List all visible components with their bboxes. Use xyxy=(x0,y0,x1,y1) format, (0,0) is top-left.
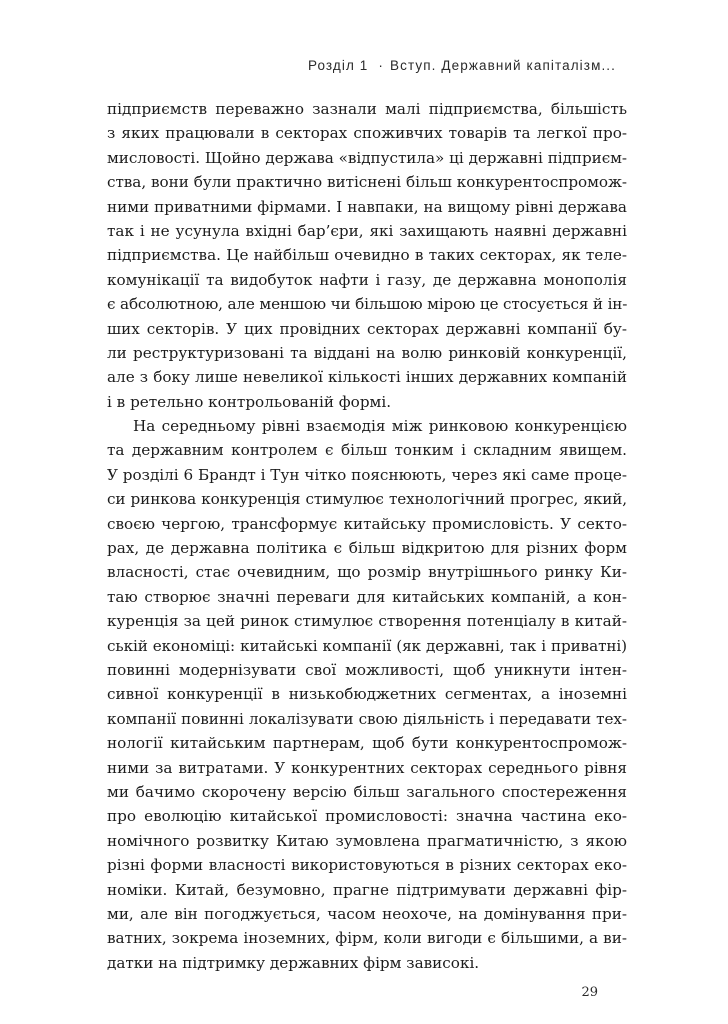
text-line: си ринкова конкуренція стимулює технологічний прогрес, який, xyxy=(107,490,627,509)
text-line: мисловості. Щойно держава «відпустила» ці державні підприєм- xyxy=(107,148,627,167)
text-line: номічного розвитку Китаю зумовлена прагматичністю, з якою xyxy=(107,831,627,850)
running-header xyxy=(308,58,616,73)
text-line: ними приватними фірмами. І навпаки, на вищому рівні держава xyxy=(107,197,627,216)
page-number: 29 xyxy=(581,985,598,1000)
text-line: повинні модернізувати свої можливості, щоб уникнути інтен- xyxy=(107,660,627,679)
text-line: ли реструктуризовані та віддані на волю ринковій конкуренції, xyxy=(107,343,627,362)
text-line: ми, але він погоджується, часом неохоче, на домінування при- xyxy=(107,904,627,923)
chapter-title: Вступ. Державний капіталізм... xyxy=(390,58,616,73)
text-line: датки на підтримку державних фірм зависокі. xyxy=(107,953,480,972)
text-line: таю створює значні переваги для китайських компаній, а кон- xyxy=(107,587,627,606)
text-line: куренція за цей ринок стимулює створення потенціалу в китай- xyxy=(107,612,627,631)
text-line: У розділі 6 Брандт і Тун чітко пояснюють, через які саме проце- xyxy=(107,465,628,484)
text-line: ших секторів. У цих провідних секторах державні компанії бу- xyxy=(107,319,627,338)
text-line: є абсолютною, але меншою чи більшою мірою це стосується й ін- xyxy=(107,295,628,314)
text-line: про еволюцію китайської промисловості: значна частина еко- xyxy=(107,807,627,826)
text-line: але з боку лише невеликої кількості інших державних компаній xyxy=(107,368,627,387)
text-line: своєю чергою, трансформує китайську промисловість. У секто- xyxy=(107,514,627,533)
text-line: компанії повинні локалізувати свою діяльність і передавати тех- xyxy=(107,709,627,728)
text-line: ській економіці: китайські компанії (як державні, так і приватні) xyxy=(107,636,627,655)
text-line: комунікації та видобуток нафти і газу, де державна монополія xyxy=(107,270,627,289)
text-line: та державним контролем є більш тонким і складним явищем. xyxy=(107,441,627,460)
text-line: ства, вони були практично витіснені більш конкурентоспромож- xyxy=(107,173,627,192)
text-line: нології китайським партнерам, щоб бути конкурентоспромож- xyxy=(107,734,627,753)
body-text xyxy=(107,97,627,975)
text-line: ми бачимо скорочену версію більш загального спостереження xyxy=(107,782,627,801)
text-line: з яких працювали в секторах споживчих товарів та легкої про- xyxy=(107,124,627,143)
text-line: і в ретельно контрольованій формі. xyxy=(107,392,392,411)
text-line: сивної конкуренції в низькобюджетних сегментах, а іноземні xyxy=(107,685,627,704)
text-line: номіки. Китай, безумовно, прагне підтримувати державні фір- xyxy=(107,880,627,899)
text-line: власності, стає очевидним, що розмір внутрішнього ринку Ки- xyxy=(107,563,627,582)
paragraph xyxy=(107,414,627,975)
text-line: ними за витратами. У конкурентних секторах середнього рівня xyxy=(107,758,627,777)
text-line: так і не усунула вхідні бар’єри, які захищають наявні державні xyxy=(107,221,627,240)
text-line: підприємств переважно зазнали малі підприємства, більшість xyxy=(107,100,627,118)
text-line: На середньому рівні взаємодія між ринковою конкуренцією xyxy=(133,417,627,436)
chapter-label: Розділ 1 xyxy=(307,58,369,73)
text-line: різні форми власності використовуються в різних секторах еко- xyxy=(107,856,627,875)
text-line: підприємства. Це найбільш очевидно в таких секторах, як теле- xyxy=(107,246,627,265)
text-line: рах, де державна політика є більш відкритою для різних форм xyxy=(107,539,627,558)
text-line: ватних, зокрема іноземних, фірм, коли вигоди є більшими, а ви- xyxy=(107,929,627,948)
header-separator: · xyxy=(378,58,385,73)
paragraph xyxy=(107,97,627,414)
